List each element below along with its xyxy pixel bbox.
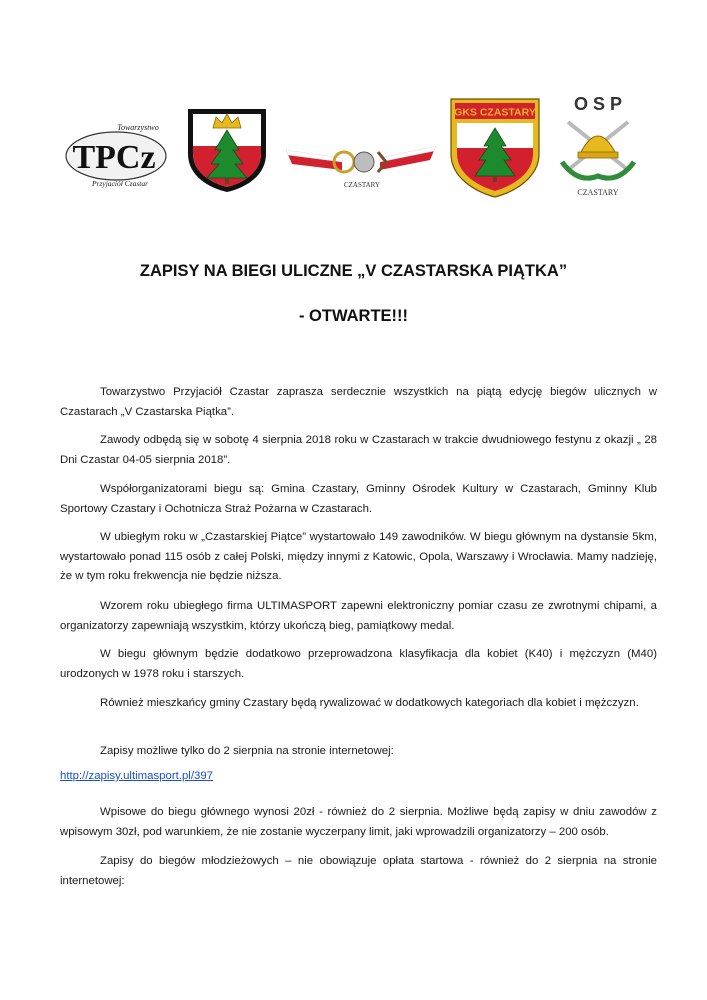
paragraph-co-organizers: Współorganizatorami biegu są: Gmina Czastary, Gminny Ośrodek Kultury w Czastarach, Gminny Klub Sportowy Czastary i Ochotnicza Straż Pożarna w Czastarach.	[60, 483, 657, 515]
logo-strip	[0, 0, 707, 230]
gks-czastary-crest	[448, 96, 542, 200]
registration-link[interactable]: http://zapisy.ultimasport.pl/397	[60, 770, 214, 782]
paragraph-last-year: W ubiegłym roku w „Czastarskiej Piątce” wystartowało 149 zawodników. W biegu głównym na dystansie 5km, wystartowało ponad 115 osób z całej Polski, między innymi z Katowic, Opola, Warszawy i Wrocławia. Mamy nadzieję, że w tym roku frekwencja nie będzie niższa.	[60, 531, 657, 582]
paragraph-classification: W biegu głównym będzie dodatkowo przeprowadzona klasyfikacja dla kobiet (K40) i mężczyzn (M40) urodzonych w 1978 roku i starszych.	[60, 648, 657, 680]
paragraph-intro: Towarzystwo Przyjaciół Czastar zaprasza serdecznie wszystkich na piątą edycję biegów ulicznych w Czastarach „V Czastarska Piątka”.	[60, 386, 657, 418]
osp-letters: O S P	[573, 94, 623, 114]
tpcz-logo-bottom: Przyjaciół Czastar	[91, 179, 149, 188]
gks-crest-label: GKS CZASTARY	[454, 106, 536, 119]
page-title: ZAPISY NA BIEGI ULICZNE „V CZASTARSKA PIĄTKA”	[139, 262, 568, 280]
czastary-coat-of-arms	[185, 106, 269, 194]
osp-label: CZASTARY	[577, 188, 619, 197]
page-subtitle: - OTWARTE!!!	[298, 307, 409, 325]
osp-logo	[548, 92, 648, 202]
paragraph-residents: Również mieszkańcy gminy Czastary będą rywalizować w dodatkowych kategoriach dla kobiet i mężczyzn.	[100, 697, 639, 709]
tpcz-logo-main: TPCz	[72, 139, 156, 176]
paragraph-registration: Zapisy możliwe tylko do 2 sierpnia na stronie internetowej:	[100, 745, 394, 757]
tpcz-logo	[60, 118, 172, 190]
paragraph-youth: Zapisy do biegów młodzieżowych – nie obowiązuje opłata startowa - również do 2 sierpnia na stronie internetowej:	[60, 855, 657, 887]
paragraph-date: Zawody odbędą się w sobotę 4 sierpnia 2018 roku w Czastarach w trakcie dwudniowego festynu z okazji „ 28 Dni Czastar 04-05 sierpnia 2018”.	[60, 434, 657, 466]
tpcz-logo-top: Towarzystwo	[117, 123, 159, 132]
paragraph-timing: Wzorem roku ubiegłego firma ULTIMASPORT zapewni elektroniczny pomiar czasu ze zwrotnymi chipami, a organizatorzy zapewniają wszystkim, którzy ukończą bieg, pamiątkowy medal.	[60, 600, 657, 632]
paragraph-fee: Wpisowe do biegu głównego wynosi 20zł - również do 2 sierpnia. Możliwe będą zapisy w dniu zawodów z wpisowym 30zł, pod warunkiem, że nie zostanie wyczerpany limit, jaki wprowadzili organizatorzy – 200 osób.	[60, 806, 657, 838]
cultural-emblem-label: CZASTARY	[343, 181, 381, 189]
cultural-emblem	[282, 132, 440, 192]
